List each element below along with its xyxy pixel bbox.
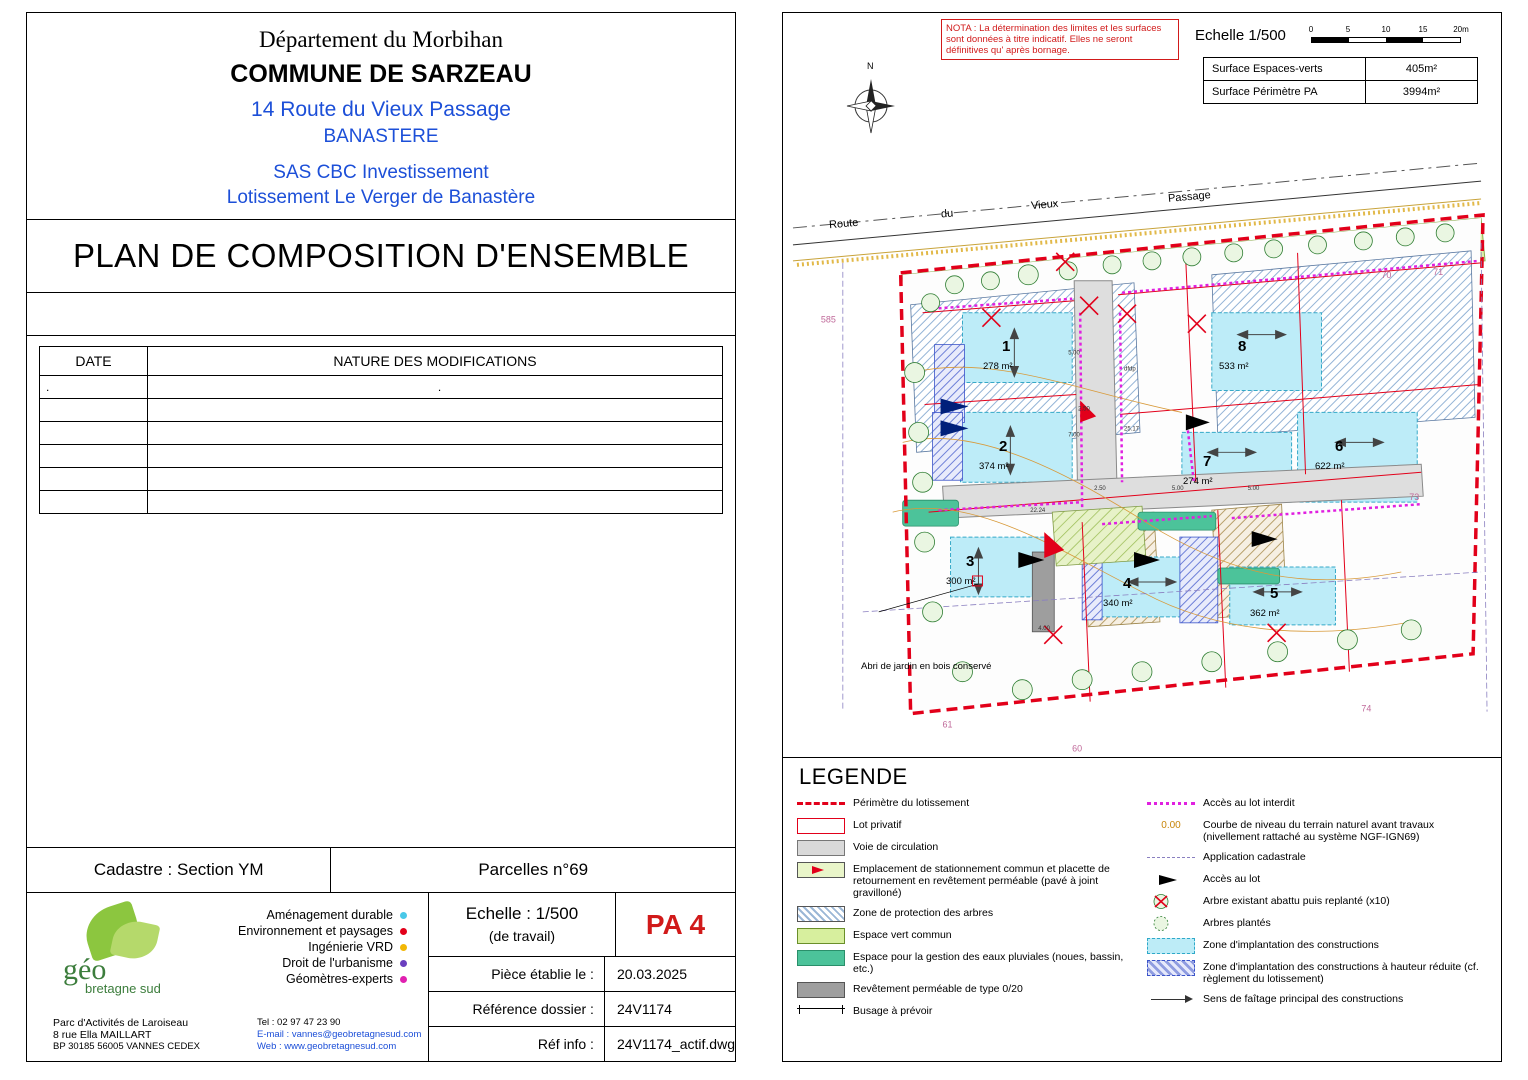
svg-text:dfdp: dfdp [1124,366,1136,373]
surface-table [1203,57,1478,104]
legend-label: Espace pour la gestion des eaux pluviales (noues, bassin, etc.) [853,951,1124,975]
site-plan-drawing [783,13,1501,758]
bullet-icon [400,944,407,951]
lot-number: 1 [1002,338,1011,355]
lot-area: 278 m² [983,361,1013,372]
compass-rose [845,61,897,135]
ridge-direction-icon [1147,992,1195,1007]
legend-item [797,862,1137,899]
legend-item [797,840,1137,855]
lot-icon [797,818,845,833]
scale-row [429,893,735,957]
lot-number: 6 [1335,438,1344,455]
info-row [429,992,735,1027]
lot-number: 8 [1238,338,1247,355]
legend-label: Espace vert commun [853,929,952,941]
scale-label: Echelle : 1/500 [465,903,579,923]
legend-item [797,796,1137,811]
bullet-icon [400,960,407,967]
cadastre-icon [1147,850,1195,865]
table-header-row [40,347,723,376]
legend-label: Application cadastrale [1203,851,1306,863]
modifications-section [27,336,735,514]
perimeter-icon [797,796,845,811]
svg-text:2.50: 2.50 [1094,486,1106,493]
address-line-1: Parc d'Activités de Laroiseau [53,1017,189,1029]
table-row [40,445,723,468]
legend-title: LEGENDE [799,764,908,789]
lot-area: 300 m² [946,576,976,587]
svg-text:5.00: 5.00 [1247,486,1260,493]
department-label: Département du Morbihan [259,27,503,52]
service-item [177,907,407,923]
service-item [177,955,407,971]
table-row [1204,81,1478,104]
table-row [40,376,723,399]
legend-item [797,982,1137,997]
lot-number: 2 [999,438,1008,455]
bullet-icon [400,976,407,983]
cell-date: . [40,376,148,399]
legend-label: Zone de protection des arbres [853,907,994,919]
contact-phone: Tel : 02 97 47 23 90 [257,1017,341,1028]
address-label: 14 Route du Vieux Passage [251,98,511,121]
service-label: Aménagement durable [266,908,393,922]
legend-label: Busage à prévoir [853,1005,933,1017]
bullet-icon [400,928,407,935]
felled-tree-icon [1147,894,1195,909]
scale-bar [1308,25,1476,35]
legend-label: Sens de faîtage principal des constructions [1203,993,1404,1005]
legend-item [1147,850,1487,865]
legend-item [1147,796,1487,811]
info-label: Réf info : [537,1036,594,1052]
surface-label: Surface Périmètre PA [1204,81,1366,104]
scale-bar-graphic [1311,37,1461,43]
operation-label: Lotissement Le Verger de Banastère [226,187,536,208]
scale-tick: 20m [1453,25,1469,34]
sheet-code: PA 4 [645,908,706,940]
legend-label: Revêtement perméable de type 0/20 [853,983,1023,995]
svg-text:4.00: 4.00 [1038,625,1050,632]
svg-text:585: 585 [820,314,836,325]
address-line-3: BP 30185 56005 VANNES CEDEX [53,1041,200,1052]
legend-label: Courbe de niveau du terrain naturel avant travaux (nivellement rattaché au système NGF-IGN69) [1203,819,1435,843]
table-row [40,399,723,422]
company-logo [57,905,187,997]
legend-label: Accès au lot [1203,873,1261,885]
lot-number: 3 [966,553,975,570]
contact-email[interactable]: E-mail : vannes@geobretagnesud.com [257,1029,422,1040]
legend-item [1147,992,1487,1007]
culvert-icon [797,1004,845,1019]
road-label: Passage [1167,189,1212,205]
legend-label: Arbre existant abattu puis replanté (x10) [1203,895,1390,907]
legend-panel [783,758,1501,1061]
cadastre-section: Cadastre : Section YM [27,848,331,892]
svg-text:7.00: 7.00 [1068,432,1080,439]
service-label: Environnement et paysages [238,924,393,938]
info-label: Pièce établie le : [491,966,594,982]
lot-number: 4 [1123,575,1132,592]
info-row [429,1027,735,1061]
plan-panel [782,12,1502,1062]
legend-item [797,818,1137,833]
shed-annotation: Abri de jardin en bois conservé [861,661,992,672]
svg-text:73: 73 [1409,492,1420,503]
legend-label: Voie de circulation [853,841,939,853]
road-icon [797,840,845,855]
table-row [40,491,723,514]
svg-text:60: 60 [1072,743,1083,754]
nota-box: NOTA : La détermination des limites et les surfaces sont données à titre indicatif. Elles ne seront définitives qu' après bornage. [941,19,1179,60]
document-title-text: PLAN DE COMPOSITION D'ENSEMBLE [72,237,690,274]
document-title [27,220,735,293]
legend-item [797,928,1137,943]
scale-tick: 15 [1418,25,1428,34]
legend-label: Accès au lot interdit [1203,797,1295,809]
scale-sub: (de travail) [488,927,556,944]
cadastre-parcelles: Parcelles n°69 [478,860,589,879]
legend-label: Emplacement de stationnement commun et placette de retournement en revêtement perméable (pavé à joint gravilloné) [853,863,1110,899]
svg-text:70: 70 [1381,269,1392,280]
logo-name: géo [63,953,107,986]
permeable-surface-icon [797,982,845,997]
address-line-2: 8 rue Ella MAILLART [53,1029,152,1041]
legend-item [1147,872,1487,887]
legend-columns [797,796,1487,1026]
svg-text:5.00: 5.00 [1171,486,1184,493]
legend-label: Périmètre du lotissement [853,797,970,809]
info-label: Référence dossier : [472,1001,594,1017]
parking-icon [797,862,845,877]
plan-scale-title: Echelle 1/500 [1195,27,1286,44]
logo-subtitle: bretagne sud [85,981,161,996]
title-block [26,12,736,1062]
access-arrow-icon [1147,872,1195,887]
cadastre-row [27,847,735,893]
legend-item [797,906,1137,921]
planted-tree-icon [1147,916,1195,931]
scale-bar-ticks [1308,25,1476,35]
legend-item [1147,916,1487,931]
building-zone-icon [1147,938,1195,953]
scale-tick: 5 [1345,25,1351,34]
legend-label: Zone d'implantation des constructions [1203,939,1379,951]
legend-item [1147,818,1487,843]
info-value: 24V1174_actif.dwg [604,1027,735,1061]
service-label: Ingénierie VRD [308,940,393,954]
legend-item [1147,960,1487,985]
service-item [177,971,407,987]
surface-label: Surface Espaces-verts [1204,58,1366,81]
legend-label: Zone d'implantation des constructions à hauteur réduite (cf. règlement du lotissement) [1203,961,1479,985]
lot-area: 374 m² [979,461,1009,472]
road-label: du [940,207,954,221]
company-block [27,893,428,1061]
col-date: DATE [40,347,148,376]
service-label: Droit de l'urbanisme [282,956,393,970]
svg-text:5.00: 5.00 [1068,350,1080,357]
cell-nature: . [148,376,723,399]
company-address [53,1017,200,1053]
title-block-spacer [27,293,735,336]
svg-text:71: 71 [1433,266,1444,277]
legend-column-right [1147,796,1487,1026]
title-block-footer [27,893,735,1061]
legend-label: Arbres plantés [1203,917,1271,929]
info-value: 24V1174 [604,992,735,1026]
info-row [429,957,735,992]
svg-text:25.17: 25.17 [1124,426,1139,433]
svg-text:2.50: 2.50 [1078,406,1090,413]
building-zone-reduced-icon [1147,960,1195,975]
svg-text:61: 61 [942,719,953,730]
title-block-header [27,13,735,220]
surface-value: 3994m² [1366,81,1478,104]
contour-icon: 0.00 [1161,820,1181,831]
green-space-icon [797,928,845,943]
locality-label: BANASTERE [323,126,439,147]
svg-text:22.24: 22.24 [1030,508,1046,515]
service-label: Géomètres-experts [286,972,393,986]
bullet-icon [400,912,407,919]
lot-number: 5 [1270,585,1279,602]
tree-protection-icon [797,906,845,921]
surface-value: 405m² [1366,58,1478,81]
legend-item [1147,938,1487,953]
lot-area: 622 m² [1315,461,1345,472]
service-item [177,939,407,955]
legend-item [797,1004,1137,1019]
company-contact [257,1017,421,1053]
col-nature: NATURE DES MODIFICATIONS [148,347,723,376]
scale-tick: 0 [1308,25,1314,34]
stormwater-icon [797,950,845,965]
scale-cell [429,903,615,947]
info-value: 20.03.2025 [604,957,735,991]
lot-number: 7 [1203,453,1212,470]
table-row [40,468,723,491]
road-label: Vieux [1030,197,1059,213]
compass-icon [845,77,897,135]
commune-label: COMMUNE DE SARZEAU [230,60,532,88]
legend-label: Lot privatif [853,819,902,831]
lot-area: 533 m² [1219,361,1249,372]
service-item [177,923,407,939]
modifications-table [39,346,723,514]
sheet-code-cell [615,893,735,956]
client-label: SAS CBC Investissement [273,162,489,183]
access-forbidden-icon [1147,796,1195,811]
scale-tick: 10 [1381,25,1391,34]
table-row [1204,58,1478,81]
sheet-info-block [428,893,735,1061]
road-label: Route [828,216,859,232]
lot-area: 362 m² [1250,608,1280,619]
lot-area: 340 m² [1103,598,1133,609]
company-services [177,907,407,987]
table-row [40,422,723,445]
svg-text:74: 74 [1361,703,1372,714]
compass-north-label: N [867,61,874,71]
legend-item [1147,894,1487,909]
legend-column-left [797,796,1137,1026]
legend-item [797,950,1137,975]
contact-web[interactable]: Web : www.geobretagnesud.com [257,1041,397,1052]
lot-area: 274 m² [1183,476,1213,487]
